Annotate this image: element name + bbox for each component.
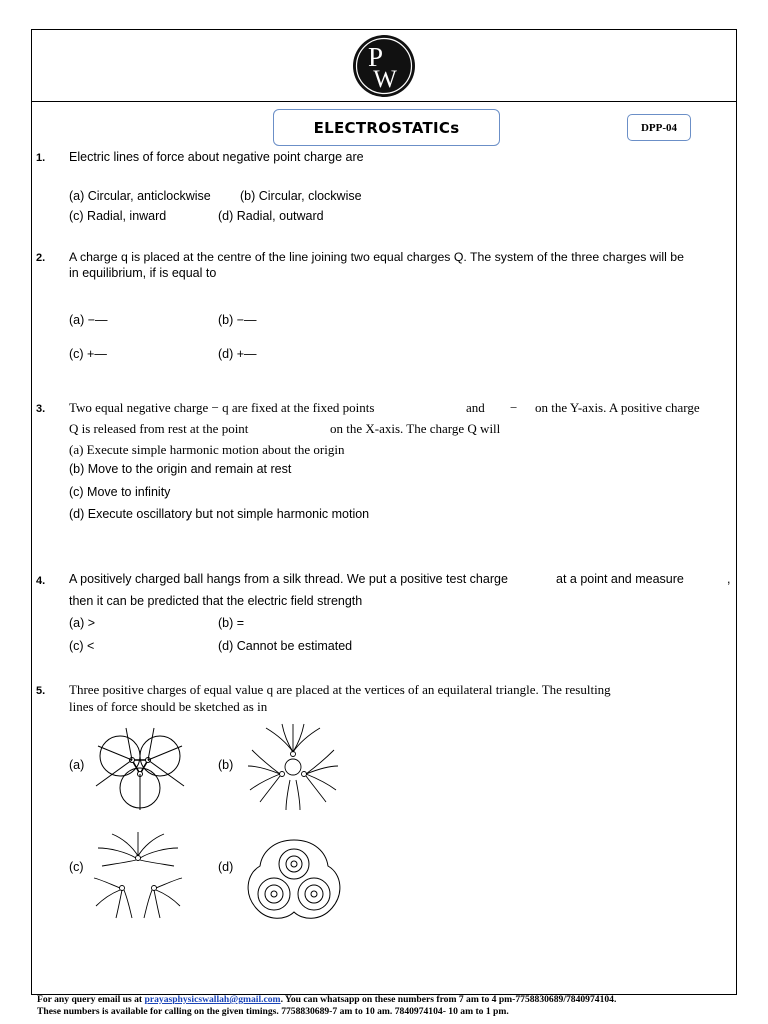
q5-line1: Three positive charges of equal value q are placed at the vertices of an equilateral triangle. The resulting (69, 682, 611, 697)
figure-b (246, 722, 340, 812)
q2-line1: A charge q is placed at the centre of the line joining two equal charges Q. The system of the three charges will be (69, 250, 684, 264)
footer-line1 (37, 994, 737, 1006)
logo-letter-p: P (367, 42, 383, 72)
footer-email-link[interactable]: prayasphysicswallah@gmail.com (144, 994, 281, 1005)
title-box (273, 109, 500, 146)
q3-option-a: (a) Execute simple harmonic motion about the origin (69, 442, 345, 457)
q1-option-a: (a) Circular, anticlockwise (69, 189, 211, 203)
q1-option-d: (d) Radial, outward (218, 209, 324, 223)
q3-line2-a: Q is released from rest at the point (69, 421, 249, 436)
q5-option-a: (a) (69, 758, 85, 772)
q3-option-b: (b) Move to the origin and remain at rest (69, 462, 292, 476)
q4-number: 4. (36, 575, 46, 587)
dpp-label: DPP-04 (640, 121, 678, 134)
q4-option-c: (c) < (69, 639, 95, 653)
logo-letter-w: W (373, 66, 397, 93)
q4-option-d: (d) Cannot be estimated (218, 639, 353, 653)
q4-line1-b: at a point and measure (556, 572, 684, 586)
q3-line1-a: Two equal negative charge − q are fixed at the fixed points (69, 400, 375, 415)
figure-d (244, 836, 344, 924)
q4-option-a: (a) > (69, 616, 96, 630)
page-title: ELECTROSTATICs (313, 118, 460, 137)
q3-option-d: (d) Execute oscillatory but not simple harmonic motion (69, 507, 370, 521)
q2-number: 2. (36, 252, 46, 264)
q2-option-b: (b) −— (218, 313, 257, 327)
q3-line1-b: and (466, 400, 485, 415)
q3-line1-c: − (510, 400, 518, 415)
q2-line2: in equilibrium, if is equal to (69, 266, 217, 280)
q1-option-b: (b) Circular, clockwise (240, 189, 362, 203)
q1-option-c: (c) Radial, inward (69, 209, 167, 223)
q5-line2: lines of force should be sketched as in (69, 699, 268, 714)
q4-line1-c: , (727, 572, 731, 586)
q2-option-d: (d) +— (218, 347, 257, 361)
q2-option-c: (c) +— (69, 347, 107, 361)
q4-option-b: (b) = (218, 616, 245, 630)
figure-a (92, 726, 188, 812)
footer-line1-pre: For any query email us at (37, 994, 145, 1005)
q5-number: 5. (36, 685, 46, 697)
q4-line2: then it can be predicted that the electric field strength (69, 594, 363, 608)
footer-line2: These numbers is available for calling on the given timings. 7758830689-7 am to 10 am. 7840974104- 10 am to 1 pm. (37, 1006, 509, 1017)
pw-logo (352, 34, 416, 98)
footer (37, 994, 737, 1018)
dpp-badge (627, 114, 691, 141)
q3-line1-d: on the Y-axis. A positive charge (535, 400, 700, 415)
q3-option-c: (c) Move to infinity (69, 485, 171, 499)
q3-number: 3. (36, 403, 46, 415)
q2-option-a: (a) −— (69, 313, 108, 327)
q1-number: 1. (36, 152, 46, 164)
footer-line1-post: . You can whatsapp on these numbers from 7 am to 4 pm-7758830689/7840974104. (280, 994, 617, 1005)
q1-text: Electric lines of force about negative point charge are (69, 150, 364, 164)
q5-option-b: (b) (218, 758, 234, 772)
q3-line2-b: on the X-axis. The charge Q will (330, 421, 501, 436)
figure-c (92, 830, 184, 920)
header-divider (31, 101, 737, 102)
q5-option-d: (d) (218, 860, 234, 874)
q5-option-c: (c) (69, 860, 84, 874)
q4-line1-a: A positively charged ball hangs from a silk thread. We put a positive test charge (69, 572, 508, 586)
